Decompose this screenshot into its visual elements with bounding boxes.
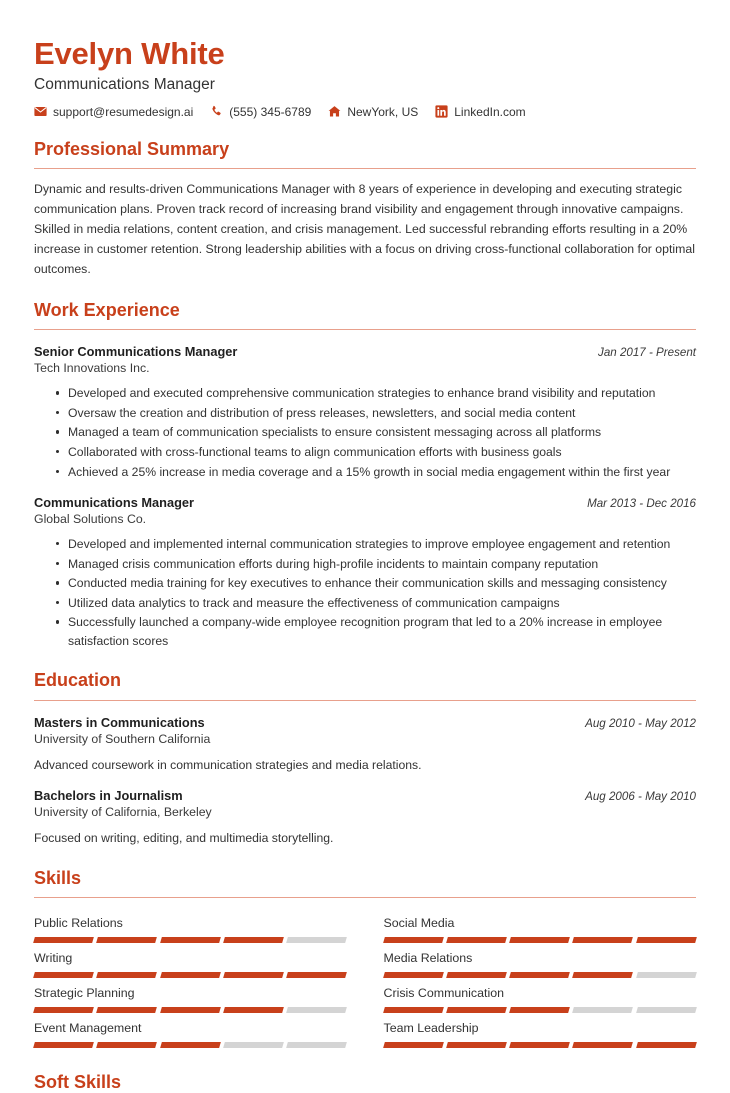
skill-segment-filled — [383, 937, 444, 943]
education-entry-description: Focused on writing, editing, and multimedia storytelling. — [34, 831, 334, 846]
linkedin-icon — [435, 105, 448, 118]
skill-segment-empty — [636, 972, 697, 978]
work-entry-company: Global Solutions Co. — [34, 512, 147, 527]
education-entry-head — [34, 715, 696, 730]
skill-segment-filled — [509, 937, 570, 943]
skill-label: Team Leadership — [383, 1021, 479, 1036]
skill-item — [384, 1013, 697, 1048]
contact-phone-text: (555) 345-6789 — [229, 104, 312, 119]
work-entry-role: Communications Manager — [34, 495, 194, 511]
contact-email-text: support@resumedesign.ai — [53, 104, 194, 119]
contact-phone[interactable] — [210, 105, 311, 119]
skill-item — [384, 908, 697, 943]
skill-segment-filled — [446, 972, 507, 978]
skill-segment-filled — [383, 972, 444, 978]
skill-label: Public Relations — [34, 916, 123, 931]
work-entry-head — [34, 344, 696, 359]
candidate-name: Evelyn White — [34, 36, 225, 71]
bullet-item: Managed crisis communication efforts during high-profile incidents to maintain company reputation — [56, 555, 696, 574]
bullet-item: Developed and executed comprehensive communication strategies to enhance brand visibility and reputation — [56, 384, 696, 403]
skill-segment-filled — [160, 1007, 221, 1013]
skill-segment-empty — [573, 1007, 634, 1013]
bullet-item: Conducted media training for key executives to enhance their communication skills and messaging consistency — [56, 574, 696, 593]
section-professional-summary — [34, 139, 696, 280]
education-entry-description: Advanced coursework in communication strategies and media relations. — [34, 757, 422, 772]
work-entry-bullets — [34, 384, 696, 481]
skill-segment-filled — [96, 972, 157, 978]
skill-item — [384, 978, 697, 1013]
section-skills — [34, 868, 696, 1049]
section-title-summary: Professional Summary — [34, 138, 230, 159]
contact-linkedin-text: LinkedIn.com — [454, 104, 526, 119]
skill-segment-filled — [160, 1042, 221, 1048]
contact-linkedin[interactable] — [435, 105, 525, 119]
candidate-job-title: Communications Manager — [34, 75, 215, 93]
bullet-item: Developed and implemented internal communication strategies to improve employee engagement and retention — [56, 535, 696, 554]
skill-segment-filled — [33, 937, 94, 943]
bullet-item: Achieved a 25% increase in media coverage and a 15% growth in social media engagement within the first year — [56, 463, 696, 482]
skill-level-bar — [384, 1007, 697, 1013]
envelope-icon — [34, 105, 47, 118]
education-entry-date: Aug 2006 - May 2010 — [585, 790, 696, 804]
skill-segment-filled — [33, 972, 94, 978]
skill-segment-filled — [636, 1042, 697, 1048]
section-divider — [34, 700, 696, 701]
section-divider — [34, 897, 696, 898]
work-entry-date: Mar 2013 - Dec 2016 — [587, 497, 696, 511]
skill-segment-filled — [509, 1042, 570, 1048]
skill-segment-filled — [383, 1042, 444, 1048]
skill-segment-empty — [286, 1042, 347, 1048]
skills-grid — [34, 908, 696, 1048]
skill-segment-filled — [33, 1042, 94, 1048]
education-entry-school: University of California, Berkeley — [34, 805, 212, 820]
skill-segment-filled — [383, 1007, 444, 1013]
skill-level-bar — [34, 1042, 347, 1048]
skill-level-bar — [384, 1042, 697, 1048]
section-title-soft-skills: Soft Skills — [34, 1072, 122, 1093]
skill-segment-filled — [160, 937, 221, 943]
section-work-experience — [34, 300, 696, 651]
skill-label: Event Management — [34, 1021, 142, 1036]
skill-label: Strategic Planning — [34, 986, 135, 1001]
contact-location[interactable] — [328, 105, 418, 119]
skill-segment-filled — [446, 937, 507, 943]
contact-row — [34, 105, 696, 119]
skill-level-bar — [384, 937, 697, 943]
skill-segment-filled — [509, 1007, 570, 1013]
section-title-work-experience: Work Experience — [34, 299, 180, 320]
education-entry-degree: Bachelors in Journalism — [34, 788, 183, 804]
resume-header — [34, 36, 696, 119]
skill-segment-filled — [96, 1042, 157, 1048]
section-divider — [34, 329, 696, 330]
skill-segment-filled — [573, 1042, 634, 1048]
skill-segment-filled — [446, 1007, 507, 1013]
skill-level-bar — [34, 1007, 347, 1013]
home-icon — [328, 105, 341, 118]
section-divider — [34, 168, 696, 169]
section-education — [34, 670, 696, 847]
work-entry — [34, 344, 696, 481]
skill-level-bar — [384, 972, 697, 978]
skill-segment-filled — [286, 972, 347, 978]
bullet-item: Managed a team of communication specialists to ensure consistent messaging across all platforms — [56, 423, 696, 442]
skill-segment-empty — [636, 1007, 697, 1013]
education-entry-head — [34, 788, 696, 803]
work-entry-role: Senior Communications Manager — [34, 344, 238, 360]
skill-segment-filled — [223, 1007, 284, 1013]
education-entry — [34, 788, 696, 847]
bullet-item: Successfully launched a company-wide employee recognition program that led to a 20% increase in employee satisfaction scores — [56, 613, 696, 650]
skill-segment-empty — [223, 1042, 284, 1048]
skill-segment-filled — [573, 972, 634, 978]
work-entry-bullets — [34, 535, 696, 650]
contact-email[interactable] — [34, 105, 193, 119]
section-title-skills: Skills — [34, 867, 82, 888]
skill-label: Media Relations — [383, 951, 473, 966]
section-title-education: Education — [34, 670, 122, 691]
work-entry-date: Jan 2017 - Present — [598, 346, 696, 360]
bullet-item: Collaborated with cross-functional teams to align communication efforts with business goals — [56, 443, 696, 462]
work-entry-head — [34, 495, 696, 510]
skill-segment-filled — [160, 972, 221, 978]
skill-item — [34, 943, 347, 978]
skill-label: Writing — [34, 951, 73, 966]
contact-location-text: NewYork, US — [347, 104, 419, 119]
skill-label: Social Media — [383, 916, 455, 931]
work-entry — [34, 495, 696, 650]
skill-item — [34, 978, 347, 1013]
skill-segment-filled — [509, 972, 570, 978]
work-entry-company: Tech Innovations Inc. — [34, 361, 150, 376]
phone-icon — [210, 105, 223, 118]
skill-segment-filled — [96, 1007, 157, 1013]
skill-segment-empty — [286, 937, 347, 943]
summary-text: Dynamic and results-driven Communications Manager with 8 years of experience in developing and executing strategic communication plans. Proven track record of increasing brand visibility and engagement through innovative campaigns. Skilled in media relations, content creation, and crisis management. Led successful rebranding efforts resulting in a 20% increase in customer retention. Strong leadership abilities with a focus on driving cross-functional collaboration for optimal outcomes. — [34, 182, 695, 276]
education-entry — [34, 715, 696, 774]
education-entry-school: University of Southern California — [34, 731, 211, 746]
skill-segment-filled — [33, 1007, 94, 1013]
skill-level-bar — [34, 937, 347, 943]
skill-segment-filled — [573, 937, 634, 943]
skill-label: Crisis Communication — [383, 986, 504, 1001]
skill-item — [34, 908, 347, 943]
bullet-item: Utilized data analytics to track and measure the effectiveness of communication campaigns — [56, 594, 696, 613]
skill-segment-filled — [223, 937, 284, 943]
education-entry-date: Aug 2010 - May 2012 — [585, 716, 696, 730]
skill-item — [384, 943, 697, 978]
skill-level-bar — [34, 972, 347, 978]
skill-segment-empty — [286, 1007, 347, 1013]
bullet-item: Oversaw the creation and distribution of press releases, newsletters, and social media content — [56, 404, 696, 423]
skill-segment-filled — [446, 1042, 507, 1048]
skill-segment-filled — [223, 972, 284, 978]
skill-item — [34, 1013, 347, 1048]
skill-segment-filled — [636, 937, 697, 943]
education-entry-degree: Masters in Communications — [34, 714, 205, 730]
skill-segment-filled — [96, 937, 157, 943]
